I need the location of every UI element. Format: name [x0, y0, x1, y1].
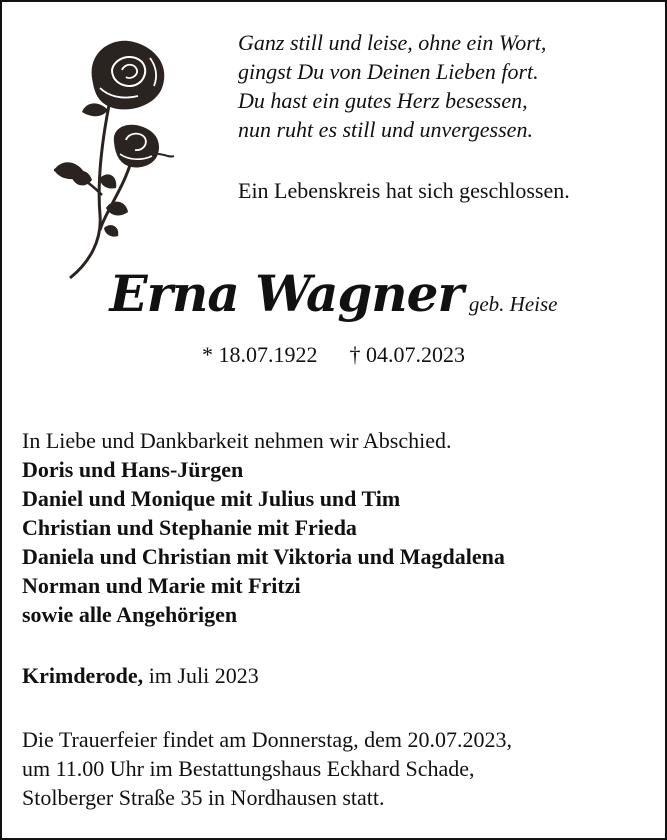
poem-line: Ganz still und leise, ohne ein Wort,	[238, 30, 547, 55]
birth-date: * 18.07.1922	[202, 342, 318, 367]
place-town: Krimderode,	[22, 663, 144, 688]
mourner-line: Christian und Stephanie mit Frieda	[22, 515, 357, 540]
mourner-line: Daniel und Monique mit Julius und Tim	[22, 486, 401, 511]
service-line: Die Trauerfeier findet am Donnerstag, dem 20.07.2023,	[22, 727, 512, 752]
mourner-line: Daniela und Christian mit Viktoria und Magdalena	[22, 544, 505, 569]
service-line: Stolberger Straße 35 in Nordhausen statt.	[22, 785, 385, 810]
poem-line: nun ruht es still und unvergessen.	[238, 117, 533, 142]
service-info	[22, 725, 512, 812]
service-line: um 11.00 Uhr im Bestattungshaus Eckhard Schade,	[22, 756, 475, 781]
poem-closing: Ein Lebenskreis hat sich geschlossen.	[238, 178, 570, 203]
mourner-line: sowie alle Angehörigen	[22, 602, 238, 627]
life-dates	[2, 342, 665, 368]
maiden-name: geb. Heise	[468, 292, 558, 316]
deceased-name: Erna Wagner	[109, 264, 463, 323]
rose-icon	[42, 30, 182, 280]
mourners-list	[22, 455, 505, 629]
place-date	[22, 661, 259, 690]
mourner-line: Doris und Hans-Jürgen	[22, 457, 244, 482]
farewell-text: In Liebe und Dankbarkeit nehmen wir Abschied.	[22, 428, 452, 453]
death-date: † 04.07.2023	[349, 342, 465, 367]
poem	[238, 28, 546, 144]
deceased-name-row	[2, 264, 665, 323]
mourner-line: Norman und Marie mit Fritzi	[22, 573, 301, 598]
poem-line: Du hast ein gutes Herz besessen,	[238, 88, 528, 113]
poem-line: gingst Du von Deinen Lieben fort.	[238, 59, 539, 84]
place-month: im Juli 2023	[143, 663, 259, 688]
